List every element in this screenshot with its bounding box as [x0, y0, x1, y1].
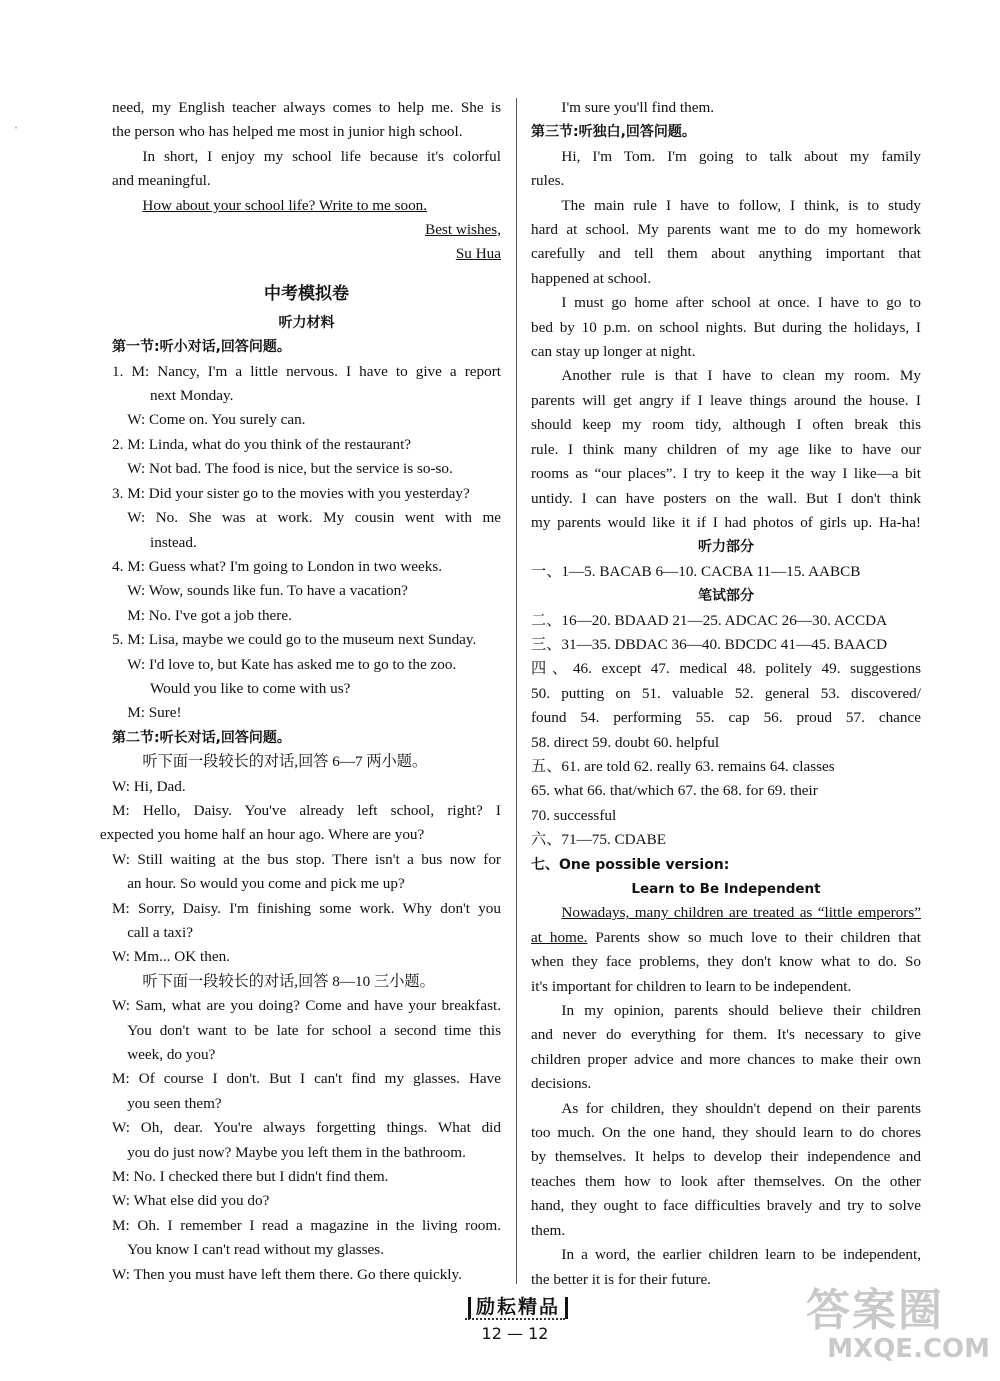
dialogue-line: W: No. She was at work. My cousin went with me — [127, 509, 501, 527]
dialogue-line: M: Sorry, Daisy. I'm finishing some work. Why don't you — [112, 899, 501, 917]
page-number: 12 — 12 — [481, 1324, 549, 1343]
essay-line: the better it is for their future. — [531, 1270, 712, 1288]
dialogue-line: next Monday. — [150, 387, 234, 405]
monologue-line: happened at school. — [531, 269, 652, 287]
dialogue-line: W: Not bad. The food is nice, but the service is so-so. — [127, 460, 453, 478]
text-line: In short, I enjoy my school life because it's colorful — [142, 147, 501, 165]
watermark-url: MXQE.COM — [827, 1334, 990, 1364]
column-divider — [516, 98, 517, 1284]
instruction: 听下面一段较长的对话,回答 6—7 两小题。 — [142, 753, 428, 771]
answer-line: found 54. performing 55. cap 56. proud 57. chance — [531, 709, 921, 727]
monologue-line: carefully and tell them about anything important that — [531, 245, 921, 263]
instruction: 听下面一段较长的对话,回答 8—10 三小题。 — [142, 972, 435, 990]
essay-line: and never do everything for them. It's necessary to give — [531, 1026, 921, 1044]
exam-title: 中考模拟卷 — [264, 283, 349, 304]
text-line: and meaningful. — [112, 172, 211, 190]
essay-line: children proper advice and more chances to make their own — [531, 1050, 921, 1068]
monologue-line: hard at school. My parents want me to do my homework — [531, 221, 921, 239]
answer-line: 七、One possible version: — [531, 856, 730, 873]
essay-line: by themselves. It helps to develop their independence and — [531, 1148, 921, 1166]
dialogue-line: I'm sure you'll find them. — [561, 99, 715, 116]
section-heading: 第三节:听独白,回答问题。 — [531, 124, 696, 141]
answer-line: 五、61. are told 62. really 63. remains 64. classes — [531, 757, 835, 775]
essay-line: As for children, they shouldn't depend on their parents — [561, 1099, 921, 1117]
dialogue-line: 4. M: Guess what? I'm going to London in two weeks. — [112, 557, 443, 575]
section-heading: 第一节:听小对话,回答问题。 — [112, 339, 291, 356]
essay-line: it's important for children to learn to be independent. — [531, 977, 852, 995]
dialogue-line: instead. — [150, 533, 197, 551]
monologue-line: untidy. I can have posters on the wall. But I don't think — [531, 489, 921, 507]
logo-bar — [468, 1297, 471, 1319]
closing-wishes: Best wishes, — [425, 221, 501, 239]
essay-line: hand, they ought to face difficulties bravely and try to solve — [531, 1197, 921, 1215]
monologue-line: parents will get angry if I leave things around the house. I — [531, 391, 921, 409]
answer-line: 六、71—75. CDABE — [531, 831, 667, 849]
dialogue-line: W: Come on. You surely can. — [127, 411, 306, 429]
essay-line: teaches them how to look after themselves. On the other — [531, 1172, 921, 1190]
monologue-line: rules. — [531, 172, 565, 190]
listening-material-title: 听力材料 — [278, 314, 335, 331]
text-line — [112, 242, 501, 266]
monologue-line: should keep my room tidy, although I often break this — [531, 416, 921, 434]
answer-line: 二、16—20. BDAAD 21—25. ADCAC 26—30. ACCDA — [531, 611, 888, 629]
essay-line: decisions. — [531, 1075, 592, 1093]
answer-line: 50. putting on 51. valuable 52. general 53. discovered/ — [531, 684, 921, 702]
dialogue-line: You don't want to be late for school a second time this — [127, 1021, 501, 1039]
answer-line: 三、31—35. DBDAC 36—40. BDCDC 41—45. BAACD — [531, 635, 888, 653]
dialogue-line: expected you home half an hour ago. Where are you? — [99, 826, 425, 844]
essay-line: when they face problems, they don't know what to do. So — [531, 953, 921, 971]
dialogue-line: M: No. I checked there but I didn't find them. — [112, 1168, 389, 1186]
dialogue-line: M: Oh. I remember I read a magazine in the living room. — [112, 1216, 501, 1234]
dialogue-line: an hour. So would you come and pick me up? — [127, 875, 405, 893]
answer-line: 70. successful — [531, 806, 617, 824]
essay-line: In my opinion, parents should believe their children — [561, 1002, 921, 1020]
monologue-line: rooms as “our places”. I try to keep it the way I like—a bit — [531, 465, 921, 483]
signature: Su Hua — [455, 245, 501, 263]
dialogue-line: W: Then you must have left them there. Go there quickly. — [112, 1265, 462, 1283]
essay-line: them. — [531, 1221, 566, 1239]
answer-line: 58. direct 59. doubt 60. helpful — [531, 733, 720, 751]
dialogue-line: you do just now? Maybe you left them in the bathroom. — [127, 1143, 466, 1161]
dialogue-line: W: Mm... OK then. — [112, 948, 230, 966]
essay-line: In a word, the earlier children learn to be independent, — [561, 1246, 921, 1264]
dialogue-line: W: What else did you do? — [112, 1192, 270, 1210]
dialogue-line: W: Sam, what are you doing? Come and have your breakfast. — [112, 997, 501, 1015]
dialogue-line: W: Still waiting at the bus stop. There isn't a bus now for — [112, 850, 501, 868]
dialogue-line: W: I'd love to, but Kate has asked me to go to the zoo. — [127, 655, 457, 673]
brand-logo: 励耘精品 — [453, 1292, 583, 1320]
dialogue-line: W: Hi, Dad. — [112, 777, 186, 795]
dialogue-line: 3. M: Did your sister go to the movies with you yesterday? — [112, 484, 470, 502]
written-part-heading: 笔试部分 — [698, 588, 754, 605]
margin-mark: ˈ — [14, 124, 18, 138]
dialogue-line: M: Sure! — [127, 704, 182, 722]
right-column — [531, 96, 921, 1292]
essay-line: Nowadays, many children are treated as “little emperors” — [561, 904, 921, 922]
watermark — [806, 1285, 990, 1378]
dialogue-line: You know I can't read without my glasses. — [127, 1241, 385, 1259]
monologue-line: rule. I think many children of my age like to have our — [531, 440, 921, 458]
listening-part-heading: 听力部分 — [698, 539, 754, 556]
text-line: the person who has helped me most in junior high school. — [112, 123, 463, 141]
watermark-text: 答案圈 — [806, 1285, 944, 1336]
dialogue-line: W: Wow, sounds like fun. To have a vacation? — [127, 582, 408, 600]
text-line — [112, 218, 501, 242]
text-line: need, my English teacher always comes to help me. She is — [112, 99, 501, 116]
dialogue-line: call a taxi? — [127, 924, 193, 941]
monologue-line: bed by 10 p.m. on school nights. But during the holidays, I — [531, 318, 921, 336]
text-line — [112, 194, 501, 218]
dialogue-line: 5. M: Lisa, maybe we could go to the museum next Sunday. — [112, 631, 477, 649]
monologue-line: The main rule I have to follow, I think, is to study — [561, 196, 921, 214]
dialogue-line: you seen them? — [127, 1094, 222, 1112]
dialogue-line: Would you like to come with us? — [150, 679, 351, 697]
essay-line: at home. Parents show so much love to their children that — [531, 928, 921, 946]
dialogue-line: M: Of course I don't. But I can't find my glasses. Have — [112, 1070, 501, 1088]
left-column — [99, 96, 501, 1287]
dialogue-line: W: Oh, dear. You're always forgetting things. What did — [112, 1119, 501, 1137]
dialogue-line: 1. M: Nancy, I'm a little nervous. I have to give a report — [112, 362, 501, 380]
dialogue-line: week, do you? — [127, 1046, 216, 1064]
monologue-line: Another rule is that I have to clean my room. My — [561, 367, 921, 385]
dialogue-line: 2. M: Linda, what do you think of the restaurant? — [112, 435, 412, 453]
logo-bar — [565, 1297, 568, 1319]
closing-question: How about your school life? Write to me soon. — [142, 196, 428, 214]
monologue-line: I must go home after school at once. I have to go to — [561, 294, 921, 312]
dialogue-line: M: Hello, Daisy. You've already left school, right? I — [112, 801, 501, 819]
dialogue-line: M: No. I've got a job there. — [127, 606, 292, 624]
monologue-line: can stay up longer at night. — [531, 343, 696, 361]
section-heading: 第二节:听长对话,回答问题。 — [112, 729, 291, 746]
answer-line: 一、1—5. BACAB 6—10. CACBA 11—15. AABCB — [531, 562, 861, 580]
monologue-line: Hi, I'm Tom. I'm going to talk about my family — [561, 147, 921, 165]
monologue-line: my parents would like it if I had photos of girls up. Ha-ha! — [531, 513, 921, 531]
essay-title: Learn to Be Independent — [631, 881, 821, 897]
answer-line: 四、46. except 47. medical 48. politely 49. suggestions — [531, 660, 921, 678]
footer-dotted-rule — [465, 1318, 565, 1320]
essay-line: too much. On the one hand, they should learn to do chores — [531, 1124, 921, 1142]
answer-line: 65. what 66. that/which 67. the 68. for 69. their — [531, 782, 818, 800]
